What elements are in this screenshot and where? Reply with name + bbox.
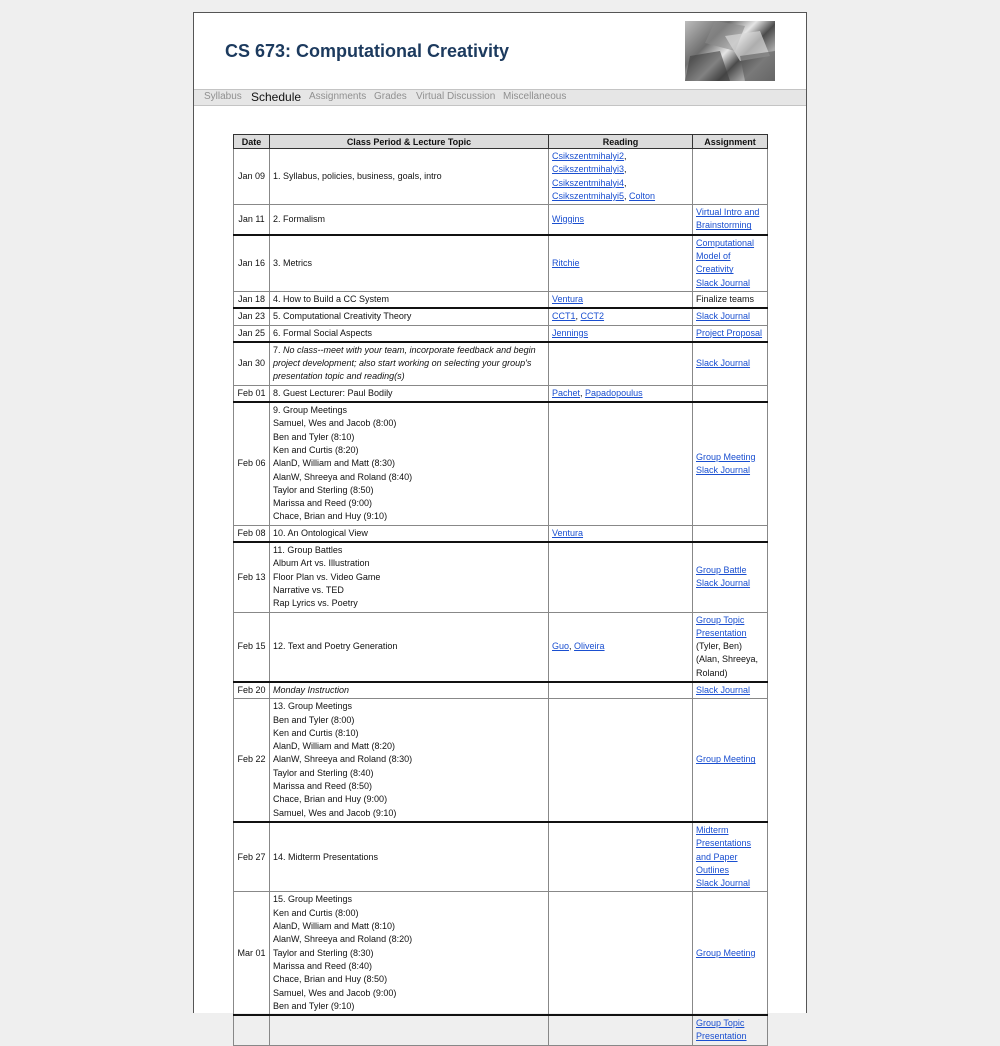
nav-bar xyxy=(194,89,806,106)
assignment-text: (Tyler, Ben) xyxy=(696,641,743,652)
row-reading xyxy=(549,149,693,205)
topic-italic-text: Monday Instruction xyxy=(273,684,350,695)
row-reading xyxy=(549,205,693,235)
row-assignment xyxy=(693,402,768,525)
topic-detail: Marissa and Reed (9:00) xyxy=(273,498,373,509)
row-date: Mar 01 xyxy=(234,892,270,1015)
row-date: Jan 30 xyxy=(234,342,270,385)
row-topic xyxy=(270,205,549,235)
row-reading xyxy=(549,385,693,402)
row-date: Feb 06 xyxy=(234,402,270,525)
row-assignment xyxy=(693,822,768,892)
row-assignment xyxy=(693,205,768,235)
row-assignment xyxy=(693,542,768,612)
row-assignment xyxy=(693,342,768,385)
row-reading xyxy=(549,308,693,325)
assignment-link[interactable]: Group Battle xyxy=(696,564,747,575)
nav-miscellaneous[interactable]: Miscellaneous xyxy=(503,91,567,102)
row-assignment xyxy=(693,149,768,205)
topic-detail: Samuel, Wes and Jacob (8:00) xyxy=(273,418,397,429)
reading-link[interactable]: CCT1 xyxy=(552,311,576,322)
topic-detail: Ben and Tyler (8:10) xyxy=(273,431,355,442)
topic-detail: Marissa and Reed (8:40) xyxy=(273,960,373,971)
row-assignment xyxy=(693,325,768,342)
row-topic xyxy=(270,325,549,342)
row-topic xyxy=(270,525,549,542)
reading-link[interactable]: Csikszentmihalyi4 xyxy=(552,177,625,188)
reading-link[interactable]: Jennings xyxy=(552,327,589,338)
row-assignment xyxy=(693,291,768,308)
row-topic xyxy=(270,1015,549,1045)
row-date: Jan 09 xyxy=(234,149,270,205)
topic-detail: Floor Plan vs. Video Game xyxy=(273,571,381,582)
schedule-table xyxy=(233,134,768,1046)
nav-syllabus[interactable]: Syllabus xyxy=(204,91,242,102)
reading-text: , xyxy=(624,164,627,175)
reading-link[interactable]: Ventura xyxy=(552,293,584,304)
topic-detail: Album Art vs. Illustration xyxy=(273,558,370,569)
row-topic xyxy=(270,892,549,1015)
table-row xyxy=(234,308,768,325)
topic-detail: Chace, Brian and Huy (9:00) xyxy=(273,794,388,805)
row-reading xyxy=(549,342,693,385)
page-container xyxy=(193,12,807,1042)
row-topic xyxy=(270,682,549,699)
topic-title: 9. Group Meetings xyxy=(273,405,348,416)
reading-link[interactable]: Csikszentmihalyi2 xyxy=(552,151,625,161)
row-topic xyxy=(270,342,549,385)
topic-title: 5. Computational Creativity Theory xyxy=(273,311,412,322)
row-reading xyxy=(549,235,693,292)
row-topic xyxy=(270,822,549,892)
table-row xyxy=(234,612,768,682)
topic-title: 8. Guest Lecturer: Paul Bodily xyxy=(273,387,393,398)
row-assignment xyxy=(693,308,768,325)
table-row xyxy=(234,235,768,292)
topic-detail: Ken and Curtis (8:00) xyxy=(273,907,359,918)
assignment-link[interactable]: Slack Journal xyxy=(696,277,751,288)
row-reading xyxy=(549,542,693,612)
reading-link[interactable]: Guo xyxy=(552,641,570,652)
topic-title: 2. Formalism xyxy=(273,213,326,224)
row-reading xyxy=(549,1015,693,1045)
row-date: Jan 25 xyxy=(234,325,270,342)
assignment-link[interactable]: Computational Model of Creativity xyxy=(696,237,755,275)
table-row xyxy=(234,682,768,699)
row-reading xyxy=(549,682,693,699)
row-date: Feb 08 xyxy=(234,525,270,542)
assignment-link[interactable]: Group Meeting xyxy=(696,451,756,462)
page-title: CS 673: Computational Creativity xyxy=(225,41,510,61)
row-topic xyxy=(270,291,549,308)
assignment-link[interactable]: Slack Journal xyxy=(696,358,751,369)
topic-detail: Ben and Tyler (9:10) xyxy=(273,1000,355,1011)
topic-title: 11. Group Battles xyxy=(273,545,343,556)
assignment-text: Finalize teams xyxy=(696,293,755,304)
row-assignment xyxy=(693,682,768,699)
row-date: Feb 01 xyxy=(234,385,270,402)
assignment-link[interactable]: Group Meeting xyxy=(696,947,756,958)
topic-detail: Taylor and Sterling (8:50) xyxy=(273,484,374,495)
topic-detail: Taylor and Sterling (8:40) xyxy=(273,767,374,778)
topic-detail: Narrative vs. TED xyxy=(273,584,344,595)
topic-title: 4. How to Build a CC System xyxy=(273,293,390,304)
table-row xyxy=(234,149,768,205)
reading-text: , xyxy=(624,151,627,161)
row-topic xyxy=(270,612,549,682)
nav-schedule[interactable]: Schedule xyxy=(251,90,302,104)
nav-assignments[interactable]: Assignments xyxy=(309,91,367,102)
row-topic xyxy=(270,235,549,292)
topic-title: 15. Group Meetings xyxy=(273,894,353,905)
table-row xyxy=(234,525,768,542)
row-date: Jan 16 xyxy=(234,235,270,292)
table-row xyxy=(234,402,768,525)
header xyxy=(194,13,806,89)
reading-text: , xyxy=(580,387,586,398)
row-assignment xyxy=(693,385,768,402)
row-topic xyxy=(270,699,549,822)
assignment-link[interactable]: Slack Journal xyxy=(696,878,751,889)
reading-link[interactable]: Csikszentmihalyi3 xyxy=(552,164,625,175)
table-row xyxy=(234,342,768,385)
topic-detail: Samuel, Wes and Jacob (9:00) xyxy=(273,987,397,998)
table-row xyxy=(234,1015,768,1045)
topic-detail: Ken and Curtis (8:10) xyxy=(273,727,359,738)
topic-detail: AlanW, Shreeya and Roland (8:40) xyxy=(273,471,413,482)
row-assignment xyxy=(693,235,768,292)
topic-title: 12. Text and Poetry Generation xyxy=(273,641,398,652)
row-assignment xyxy=(693,699,768,822)
topic-title: 14. Midterm Presentations xyxy=(273,851,379,862)
assignment-link[interactable]: Group Meeting xyxy=(696,754,756,765)
row-date: Feb 27 xyxy=(234,822,270,892)
table-row xyxy=(234,205,768,235)
topic-detail: Samuel, Wes and Jacob (9:10) xyxy=(273,807,397,818)
topic-number: 7. xyxy=(273,344,284,355)
row-assignment xyxy=(693,612,768,682)
table-row xyxy=(234,385,768,402)
row-date xyxy=(234,1015,270,1045)
reading-link[interactable]: Colton xyxy=(629,190,656,201)
row-date: Feb 15 xyxy=(234,612,270,682)
row-reading xyxy=(549,525,693,542)
topic-title: 10. An Ontological View xyxy=(273,527,368,538)
topic-detail: AlanW, Shreeya and Roland (8:20) xyxy=(273,934,413,945)
topic-detail: Ken and Curtis (8:20) xyxy=(273,444,359,455)
reading-link[interactable]: Wiggins xyxy=(552,213,585,224)
table-row xyxy=(234,822,768,892)
row-date: Feb 22 xyxy=(234,699,270,822)
assignment-link[interactable]: Virtual Intro and Brainstorming xyxy=(696,207,760,231)
row-topic xyxy=(270,402,549,525)
reading-text: , xyxy=(569,641,575,652)
table-row xyxy=(234,291,768,308)
assignment-link[interactable]: Project Proposal xyxy=(696,327,763,338)
reading-link[interactable]: CCT2 xyxy=(580,311,605,322)
assignment-link[interactable]: Midterm Presentations and Paper Outlines xyxy=(696,824,752,875)
table-header-row xyxy=(234,135,768,149)
row-topic xyxy=(270,149,549,205)
row-reading xyxy=(549,822,693,892)
assignment-link[interactable]: Slack Journal xyxy=(696,464,751,475)
assignment-link[interactable]: Slack Journal xyxy=(696,311,751,322)
row-reading xyxy=(549,291,693,308)
row-assignment xyxy=(693,1015,768,1045)
course-logo-image xyxy=(685,21,775,81)
topic-title: 13. Group Meetings xyxy=(273,701,353,712)
topic-italic-text: No class--meet with your team, incorporate feedback and begin project development; also start working on selecting your group's presentation topic and reading(s) xyxy=(273,344,536,382)
assignment-link[interactable]: Slack Journal xyxy=(696,684,751,695)
row-date: Jan 23 xyxy=(234,308,270,325)
row-date: Jan 18 xyxy=(234,291,270,308)
reading-link[interactable]: Ventura xyxy=(552,527,584,538)
topic-detail: Ben and Tyler (8:00) xyxy=(273,714,355,725)
reading-text: , xyxy=(624,190,630,201)
row-date: Jan 11 xyxy=(234,205,270,235)
row-reading xyxy=(549,892,693,1015)
reading-text: , xyxy=(624,177,627,188)
topic-title: 1. Syllabus, policies, business, goals, intro xyxy=(273,170,442,181)
header-date: Date xyxy=(234,135,270,149)
topic-title: 6. Formal Social Aspects xyxy=(273,327,373,338)
row-reading xyxy=(549,612,693,682)
topic-detail: Chace, Brian and Huy (8:50) xyxy=(273,974,388,985)
reading-link[interactable]: Oliveira xyxy=(574,641,605,652)
topic-title: 3. Metrics xyxy=(273,257,313,268)
row-assignment xyxy=(693,525,768,542)
row-reading xyxy=(549,699,693,822)
row-assignment xyxy=(693,892,768,1015)
table-row xyxy=(234,542,768,612)
assignment-text: (Alan, Shreeya, Roland) xyxy=(696,654,759,678)
row-reading xyxy=(549,325,693,342)
reading-link[interactable]: Papadopoulus xyxy=(585,387,643,398)
row-topic xyxy=(270,308,549,325)
assignment-link[interactable]: Slack Journal xyxy=(696,578,751,589)
assignment-link[interactable]: Group Topic Presentation xyxy=(696,614,747,638)
row-date: Feb 13 xyxy=(234,542,270,612)
topic-detail: AlanW, Shreeya and Roland (8:30) xyxy=(273,754,413,765)
topic-detail: AlanD, William and Matt (8:10) xyxy=(273,921,396,932)
topic-detail: Chace, Brian and Huy (9:10) xyxy=(273,511,388,522)
nav-virtual-discussion[interactable]: Virtual Discussion xyxy=(416,91,496,102)
topic-detail: AlanD, William and Matt (8:30) xyxy=(273,458,396,469)
topic-detail: AlanD, William and Matt (8:20) xyxy=(273,741,396,752)
reading-link[interactable]: Ritchie xyxy=(552,257,580,268)
nav-grades[interactable]: Grades xyxy=(374,91,407,102)
header-reading: Reading xyxy=(549,135,693,149)
assignment-link[interactable]: Group Topic Presentation xyxy=(696,1018,747,1042)
topic-detail: Rap Lyrics vs. Poetry xyxy=(273,598,358,609)
header-topic: Class Period & Lecture Topic xyxy=(270,135,549,149)
row-date: Feb 20 xyxy=(234,682,270,699)
header-assignment: Assignment xyxy=(693,135,768,149)
topic-detail: Marissa and Reed (8:50) xyxy=(273,781,373,792)
topic-detail: Taylor and Sterling (8:30) xyxy=(273,947,374,958)
row-reading xyxy=(549,402,693,525)
reading-text: , xyxy=(575,311,581,322)
table-row xyxy=(234,325,768,342)
row-topic xyxy=(270,542,549,612)
table-row xyxy=(234,699,768,822)
reading-link[interactable]: Pachet xyxy=(552,387,581,398)
row-topic xyxy=(270,385,549,402)
reading-link[interactable]: Csikszentmihalyi5 xyxy=(552,190,625,201)
table-row xyxy=(234,892,768,1015)
